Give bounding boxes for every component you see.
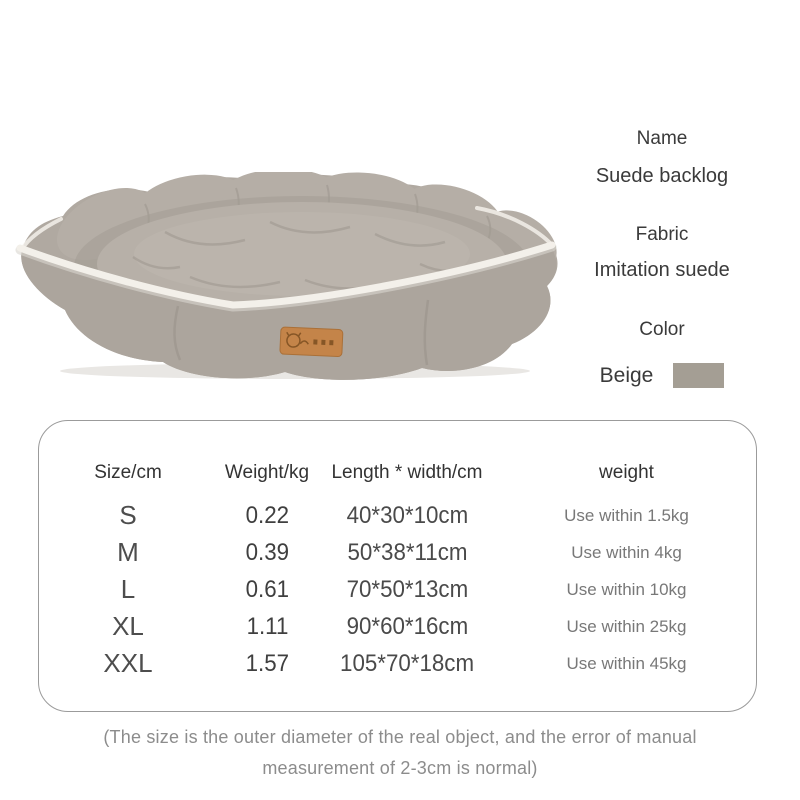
dimensions-value: 40*30*10cm [346, 501, 468, 529]
pet-bed-illustration [15, 172, 590, 407]
weight-cell [217, 534, 317, 571]
dimensions-cell [317, 645, 497, 682]
brand-tag [280, 327, 343, 357]
weight-value: 0.22 [245, 501, 289, 529]
capacity-cell: Use within 10kg [566, 579, 687, 599]
measurement-note-line2: measurement of 2-3cm is normal) [262, 758, 538, 778]
dimensions-cell [317, 571, 497, 608]
name-label: Name [636, 128, 688, 149]
size-table-grid [39, 449, 756, 682]
dimensions-value: 90*60*16cm [346, 612, 468, 640]
weight-value: 1.57 [245, 649, 289, 677]
dimensions-cell [317, 608, 497, 645]
capacity-cell: Use within 25kg [566, 616, 687, 636]
color-label: Color [639, 319, 685, 340]
col-header-dimensions: Length * width/cm [331, 462, 483, 483]
weight-cell [217, 571, 317, 608]
fabric-value: Imitation suede [594, 259, 730, 281]
dimensions-value: 105*70*18cm [339, 649, 475, 677]
fabric-label: Fabric [635, 224, 689, 245]
size-cell: M [117, 537, 139, 567]
col-header-capacity: weight [599, 462, 654, 483]
weight-value: 1.11 [246, 612, 288, 640]
measurement-note [0, 722, 800, 784]
measurement-note-line1: (The size is the outer diameter of the real object, and the error of manual [103, 727, 697, 747]
dimensions-value: 70*50*13cm [346, 575, 468, 603]
col-header-weight: Weight/kg [224, 462, 310, 483]
dimensions-cell [317, 534, 497, 571]
size-cell: L [120, 574, 136, 604]
name-value: Suede backlog [595, 165, 729, 187]
weight-cell [217, 608, 317, 645]
size-cell: XL [112, 611, 144, 641]
weight-value: 0.39 [245, 538, 289, 566]
brand-tag-characters [313, 339, 333, 345]
color-swatch [673, 363, 724, 388]
product-photo [15, 172, 590, 407]
capacity-cell: Use within 1.5kg [564, 505, 689, 525]
col-header-size: Size/cm [94, 462, 162, 483]
weight-cell [217, 497, 317, 534]
color-value: Beige [599, 363, 654, 387]
size-cell: XXL [103, 648, 153, 678]
weight-cell [217, 645, 317, 682]
dimensions-cell [317, 497, 497, 534]
size-cell: S [119, 500, 137, 530]
size-table [38, 420, 757, 712]
capacity-cell: Use within 4kg [571, 542, 682, 562]
weight-value: 0.61 [245, 575, 289, 603]
capacity-cell: Use within 45kg [566, 653, 687, 673]
dimensions-value: 50*38*11cm [347, 538, 467, 566]
color-row [540, 363, 784, 388]
